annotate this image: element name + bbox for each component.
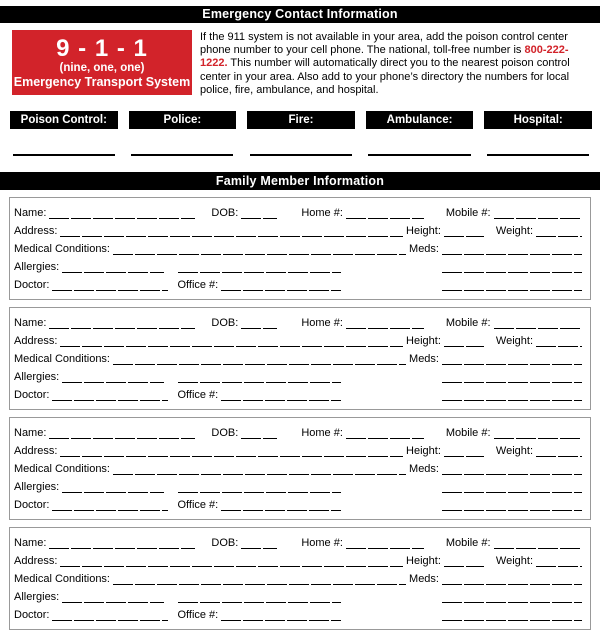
home-phone-label: Home #: — [301, 427, 343, 440]
doctor-blank[interactable] — [52, 290, 168, 291]
emergency-number: 9 - 1 - 1 — [56, 34, 148, 62]
height-label: Height: — [406, 445, 441, 458]
address-label: Address: — [14, 445, 58, 458]
name-label: Name: — [14, 207, 47, 220]
doctor-label: Doctor: — [14, 499, 50, 512]
address-blank[interactable] — [60, 236, 403, 237]
medical-conditions-label: Medical Conditions: — [14, 353, 110, 366]
medical-conditions-label: Medical Conditions: — [14, 243, 110, 256]
member-row-allergies — [14, 587, 582, 605]
allergies-label: Allergies: — [14, 371, 60, 384]
address-label: Address: — [14, 335, 58, 348]
allergies-blank[interactable] — [62, 272, 164, 273]
name-label: Name: — [14, 317, 47, 330]
weight-blank[interactable] — [536, 346, 582, 347]
allergies-overflow-blank[interactable] — [178, 382, 341, 383]
meds-label: Meds: — [409, 573, 439, 586]
member-row-name — [14, 313, 582, 331]
meds-overflow-blank-1[interactable] — [442, 602, 582, 603]
instructions-before: If the 911 system is not available in your area, add the poison control center phone number to your cell phone. The national, toll-free number is — [200, 31, 568, 57]
contact-blank-hospital[interactable] — [487, 154, 589, 156]
height-label: Height: — [406, 335, 441, 348]
mobile-phone-label: Mobile #: — [445, 207, 491, 220]
allergies-label: Allergies: — [14, 261, 60, 274]
member-row-allergies — [14, 477, 582, 495]
medical-conditions-blank[interactable] — [113, 254, 406, 255]
home-phone-label: Home #: — [301, 317, 343, 330]
poison-control-phone-number: 800-222-1222. — [200, 44, 569, 70]
office-phone-blank[interactable] — [221, 510, 341, 511]
instructions-after: This number will automatically direct you to the nearest poison control center in your area. Also add to your phone’s directory the numbers for local police, fire, ambulance, and hospital. — [200, 57, 570, 96]
member-row-medical — [14, 569, 582, 587]
weight-blank[interactable] — [536, 236, 582, 237]
family-sections — [0, 197, 600, 630]
meds-overflow-blank-2[interactable] — [442, 620, 582, 621]
family-member-section — [9, 417, 591, 520]
member-row-name — [14, 203, 582, 221]
allergies-overflow-blank[interactable] — [178, 492, 341, 493]
mobile-phone-label: Mobile #: — [445, 427, 491, 440]
office-phone-label: Office #: — [177, 279, 219, 292]
member-row-name — [14, 423, 582, 441]
emergency-number-phonetic: (nine, one, one) — [59, 61, 145, 74]
meds-overflow-blank-1[interactable] — [442, 492, 582, 493]
mobile-phone-label: Mobile #: — [445, 537, 491, 550]
mobile-phone-blank[interactable] — [494, 218, 582, 219]
contact-label-police: Police: — [129, 111, 237, 129]
medical-conditions-blank[interactable] — [113, 584, 406, 585]
emergency-contacts-row — [10, 111, 592, 156]
meds-label: Meds: — [409, 243, 439, 256]
office-phone-blank[interactable] — [221, 620, 341, 621]
name-label: Name: — [14, 537, 47, 550]
office-phone-label: Office #: — [177, 609, 219, 622]
family-title: Family Member Information — [215, 174, 385, 189]
weight-label: Weight: — [495, 445, 533, 458]
home-phone-blank[interactable] — [346, 218, 424, 219]
form-title: Emergency Contact Information — [202, 7, 398, 21]
meds-overflow-blank-1[interactable] — [442, 382, 582, 383]
allergies-label: Allergies: — [14, 591, 60, 604]
member-row-address — [14, 441, 582, 459]
allergies-overflow-blank[interactable] — [178, 602, 341, 603]
member-row-allergies — [14, 367, 582, 385]
contact-column-police — [129, 111, 237, 156]
name-blank[interactable] — [49, 438, 195, 439]
doctor-blank[interactable] — [52, 620, 168, 621]
weight-label: Weight: — [495, 555, 533, 568]
height-label: Height: — [406, 555, 441, 568]
height-blank[interactable] — [444, 236, 484, 237]
home-phone-label: Home #: — [301, 207, 343, 220]
member-row-allergies — [14, 257, 582, 275]
contact-column-hospital — [484, 111, 592, 156]
dob-label: DOB: — [211, 537, 239, 550]
office-phone-blank[interactable] — [221, 400, 341, 401]
height-blank[interactable] — [444, 346, 484, 347]
family-member-section — [9, 307, 591, 410]
member-row-medical — [14, 239, 582, 257]
office-phone-label: Office #: — [177, 499, 219, 512]
contact-label-ambulance: Ambulance: — [366, 111, 474, 129]
contact-column-ambulance — [366, 111, 474, 156]
contact-label-fire: Fire: — [247, 111, 355, 129]
medical-conditions-label: Medical Conditions: — [14, 463, 110, 476]
dob-blank[interactable] — [241, 438, 277, 439]
member-row-doctor — [14, 495, 582, 513]
height-blank[interactable] — [444, 566, 484, 567]
member-row-doctor — [14, 605, 582, 623]
address-blank[interactable] — [60, 346, 403, 347]
doctor-label: Doctor: — [14, 389, 50, 402]
member-row-medical — [14, 459, 582, 477]
doctor-blank[interactable] — [52, 510, 168, 511]
dob-label: DOB: — [211, 207, 239, 220]
weight-blank[interactable] — [536, 566, 582, 567]
home-phone-label: Home #: — [301, 537, 343, 550]
mobile-phone-blank[interactable] — [494, 438, 582, 439]
contact-label-poison-control: Poison Control: — [10, 111, 118, 129]
dob-blank[interactable] — [241, 328, 277, 329]
home-phone-blank[interactable] — [346, 438, 424, 439]
member-row-address — [14, 331, 582, 349]
meds-overflow-blank-2[interactable] — [442, 510, 582, 511]
office-phone-blank[interactable] — [221, 290, 341, 291]
family-member-section — [9, 527, 591, 630]
instructions-text — [200, 30, 590, 97]
member-row-doctor — [14, 385, 582, 403]
home-phone-blank[interactable] — [346, 328, 424, 329]
contact-column-fire — [247, 111, 355, 156]
meds-blank[interactable] — [442, 584, 582, 585]
contact-blank-police[interactable] — [131, 154, 233, 156]
meds-label: Meds: — [409, 353, 439, 366]
allergies-label: Allergies: — [14, 481, 60, 494]
dob-label: DOB: — [211, 427, 239, 440]
medical-conditions-label: Medical Conditions: — [14, 573, 110, 586]
name-blank[interactable] — [49, 218, 195, 219]
name-blank[interactable] — [49, 328, 195, 329]
medical-conditions-blank[interactable] — [113, 474, 406, 475]
allergies-blank[interactable] — [62, 492, 164, 493]
member-row-medical — [14, 349, 582, 367]
dob-blank[interactable] — [241, 218, 277, 219]
member-row-doctor — [14, 275, 582, 293]
name-blank[interactable] — [49, 548, 195, 549]
meds-overflow-blank-1[interactable] — [442, 272, 582, 273]
dob-label: DOB: — [211, 317, 239, 330]
mobile-phone-blank[interactable] — [494, 548, 582, 549]
address-blank[interactable] — [60, 566, 403, 567]
member-row-address — [14, 551, 582, 569]
doctor-label: Doctor: — [14, 279, 50, 292]
allergies-overflow-blank[interactable] — [178, 272, 341, 273]
weight-label: Weight: — [495, 335, 533, 348]
name-label: Name: — [14, 427, 47, 440]
dob-blank[interactable] — [241, 548, 277, 549]
height-label: Height: — [406, 225, 441, 238]
meds-overflow-blank-2[interactable] — [442, 290, 582, 291]
contact-label-hospital: Hospital: — [484, 111, 592, 129]
emergency-transport-label: Emergency Transport System — [13, 74, 191, 89]
doctor-blank[interactable] — [52, 400, 168, 401]
address-label: Address: — [14, 225, 58, 238]
meds-label: Meds: — [409, 463, 439, 476]
contact-blank-ambulance[interactable] — [368, 154, 470, 156]
address-label: Address: — [14, 555, 58, 568]
height-blank[interactable] — [444, 456, 484, 457]
allergies-blank[interactable] — [62, 602, 164, 603]
mobile-phone-label: Mobile #: — [445, 317, 491, 330]
contact-blank-poison-control[interactable] — [13, 154, 115, 156]
allergies-blank[interactable] — [62, 382, 164, 383]
form-header-bar — [0, 6, 600, 23]
meds-overflow-blank-2[interactable] — [442, 400, 582, 401]
home-phone-blank[interactable] — [346, 548, 424, 549]
meds-blank[interactable] — [442, 254, 582, 255]
contact-blank-fire[interactable] — [250, 154, 352, 156]
family-header-bar — [0, 172, 600, 190]
address-blank[interactable] — [60, 456, 403, 457]
emergency-911-box — [12, 30, 192, 95]
medical-conditions-blank[interactable] — [113, 364, 406, 365]
mobile-phone-blank[interactable] — [494, 328, 582, 329]
office-phone-label: Office #: — [177, 389, 219, 402]
member-row-name — [14, 533, 582, 551]
emergency-info-row — [12, 30, 590, 97]
family-member-section — [9, 197, 591, 300]
doctor-label: Doctor: — [14, 609, 50, 622]
meds-blank[interactable] — [442, 474, 582, 475]
weight-blank[interactable] — [536, 456, 582, 457]
meds-blank[interactable] — [442, 364, 582, 365]
weight-label: Weight: — [495, 225, 533, 238]
member-row-address — [14, 221, 582, 239]
contact-column-poison-control — [10, 111, 118, 156]
